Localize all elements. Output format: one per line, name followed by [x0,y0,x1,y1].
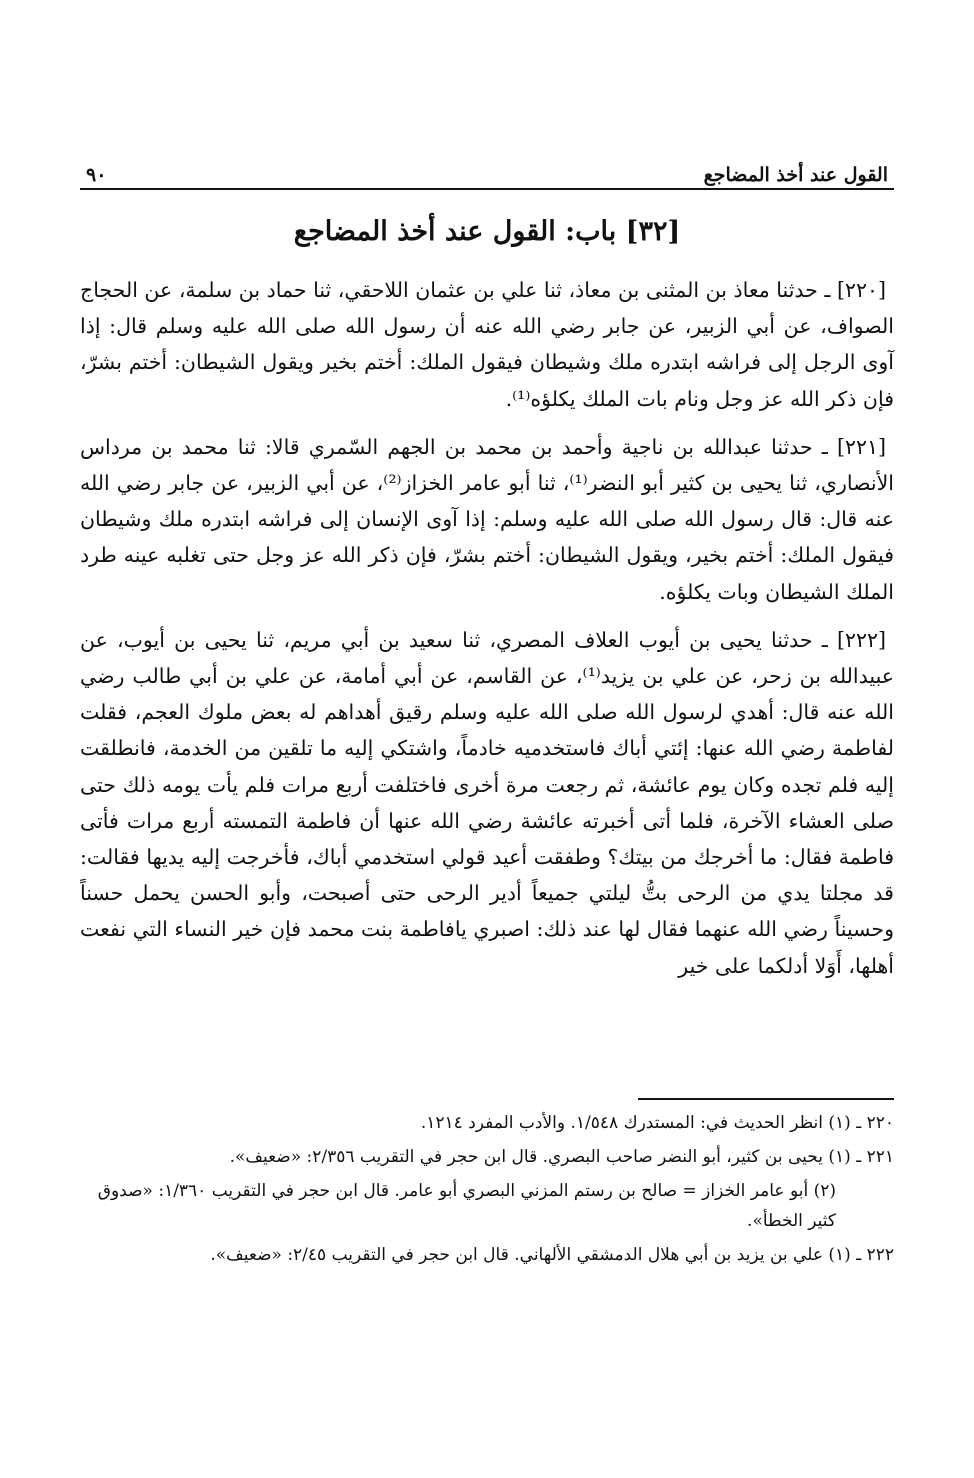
footnote-221-2: (٢) أبو عامر الخزاز = صالح بن رستم المزني البصري أبو عامر. قال ابن حجر في التقريب ١/٣٦٠: «صدوق كثير الخطأ». [97,1181,836,1231]
footnotes [80,1108,894,1274]
hadith-paragraph-222: [٢٢٢] ـ حدثنا يحيى بن أيوب العلاف المصري، ثنا سعيد بن أبي مريم، ثنا يحيى بن أيوب، عن عبيدالله بن زحر، عن علي بن يزيد⁽¹⁾، عن القاسم، عن أبي أمامة، عن علي بن أبي طالب رضي الله عنه قال: أهدي لرسول الله صلى الله عليه وسلم رقيق أهداهم له بعض ملوك العجم، فقلت لفاطمة رضي الله عنها: إئتي أباك فاستخدميه خادماً، واشتكي إليه ما تلقين من الخدمة، فانطلقت إليه فلم تجده وكان يوم عائشة، ثم رجعت مرة أخرى فاختلفت أربع مرات فلم يأت يومه ذلك حتى صلى العشاء الآخرة، فلما أتى أخبرته عائشة رضي الله عنها أن فاطمة التمسته أربع مرات فأتى فاطمة فقال: ما أخرجك من بيتك؟ وطفقت أعيد قولي استخدمي أباك، فأخرجت إليه يديها فقالت: قد مجلتا يدي من الرحى بتُّ ليلتي جميعاً أدير الرحى حتى أصبحت، وأبو الحسن يحمل حسناً وحسيناً رضي الله عنهما فقال لها عند ذلك: اصبري يافاطمة بنت محمد فإن خير النساء التي نفعت أهلها، أَوَلا أدلكما على خير [80,627,894,978]
header-divider [80,188,894,190]
chapter-title: [٣٢] باب: القول عند أخذ المضاجع [293,216,681,247]
running-title: القول عند أخذ المضاجع [703,164,888,186]
footnote-221-1: ٢٢١ ـ (١) يحيى بن كثير، أبو النضر صاحب البصري. قال ابن حجر في التقريب ٢/٣٥٦: «ضعيف». [229,1147,894,1167]
footnote-220-1: ٢٢٠ ـ (١) انظر الحديث في: المستدرك ١/٥٤٨. والأدب المفرد ١٢١٤. [420,1113,894,1133]
page-number: ٩٠ [86,164,107,186]
footnote-222-1: ٢٢٢ ـ (١) علي بن يزيد بن أبي هلال الدمشقي الألهاني. قال ابن حجر في التقريب ٢/٤٥: «ضعيف». [210,1245,894,1265]
hadith-paragraph-220: [٢٢٠] ـ حدثنا معاذ بن المثنى بن معاذ، ثنا علي بن عثمان اللاحقي، ثنا حماد بن سلمة، عن الحجاج الصواف، عن أبي الزبير، عن جابر رضي الله عنه أن رسول الله صلى الله عليه وسلم قال: إذا آوى الرجل إلى فراشه ابتدره ملك وشيطان فيقول الملك: أختم بخير ويقول الشيطان: أختم بشرّ، فإن ذكر الله عز وجل ونام بات الملك يكلؤه⁽¹⁾. [80,278,894,411]
book-page [80,0,894,1478]
running-header [80,152,894,186]
hadith-paragraph-221: [٢٢١] ـ حدثنا عبدالله بن ناجية وأحمد بن محمد بن الجهم السّمري قالا: ثنا محمد بن مرداس الأنصاري، ثنا يحيى بن كثير أبو النضر⁽¹⁾، ثنا أبو عامر الخزاز⁽²⁾، عن أبي الزبير، عن جابر رضي الله عنه قال: قال رسول الله صلى الله عليه وسلم: إذا آوى الإنسان إلى فراشه ابتدره ملك وشيطان فيقول الملك: أختم بخير، ويقول الشيطان: أختم بشرّ، فإن ذكر الله عز وجل حتى تغلبه عينه طرد الملك الشيطان وبات يكلؤه. [80,434,894,604]
body-text [80,272,894,996]
footnote-divider [638,1098,894,1100]
